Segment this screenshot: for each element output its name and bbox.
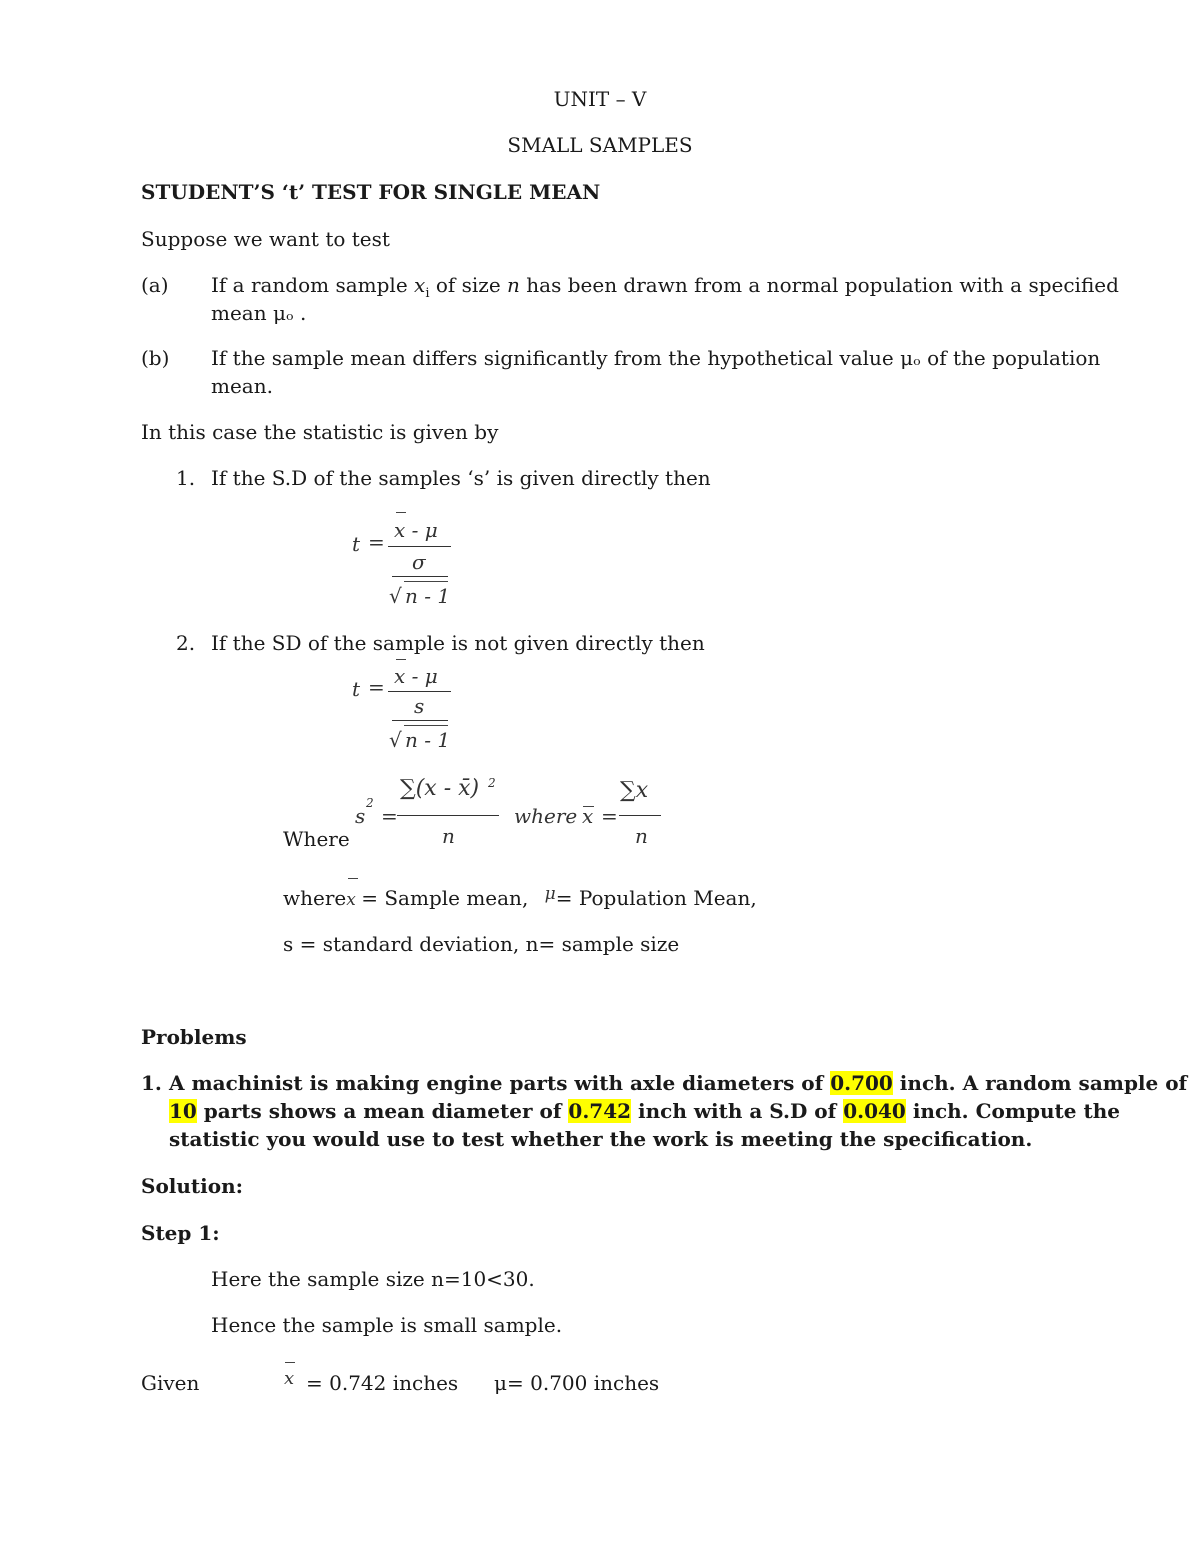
s2-numerator: ∑(x - x̄) — [400, 776, 480, 801]
formula2-fraction-bar — [388, 691, 451, 692]
problem-1-number: 1. — [141, 1071, 162, 1095]
formula1-xbar-overline — [396, 512, 406, 513]
formula1-sqrt-bar — [404, 581, 448, 582]
where-label: Where — [283, 827, 350, 851]
s2-denominator: n — [442, 824, 455, 848]
item-a-line1 — [211, 272, 1119, 307]
formula2-sqrt-icon: √ — [389, 728, 402, 752]
solution-heading: Solution: — [141, 1174, 244, 1198]
given-label: Given — [141, 1371, 200, 1395]
s2-lhs: s — [355, 804, 366, 828]
item-a-text-2: of size — [429, 273, 508, 297]
s2-numerator-exp: 2 — [488, 776, 496, 790]
formula1-inner-bar — [392, 576, 448, 577]
s2-equals: = — [381, 804, 398, 828]
formula2-equals: = — [368, 675, 385, 699]
item-b-line2: mean. — [211, 374, 273, 398]
formula1-sigma: σ — [412, 550, 426, 574]
formula1-sqrt-icon: √ — [389, 584, 402, 608]
s2-lhs-exp: 2 — [366, 796, 374, 810]
xbar-fraction-bar — [619, 815, 661, 816]
definitions-population-mean: = Population Mean, — [555, 886, 757, 910]
item-a-marker: (a) — [141, 273, 169, 297]
where-word: where — [514, 804, 578, 828]
definitions-sample-mean: = Sample mean, — [361, 886, 529, 910]
statistic-intro: In this case the statistic is given by — [141, 420, 499, 444]
formula1-t: t — [352, 532, 361, 556]
step-1-line1: Here the sample size n=10<30. — [211, 1267, 535, 1291]
xbar-equals: = — [601, 804, 618, 828]
problem-1-seg2: inch. A random sample of — [892, 1071, 1188, 1095]
highlight-sd: 0.040 — [843, 1099, 906, 1123]
definitions-where: where — [283, 886, 347, 910]
formula2-t: t — [352, 677, 361, 701]
definitions-xbar-overline — [348, 878, 358, 879]
definitions-mu-symbol: μ — [544, 884, 556, 904]
definitions-line1 — [283, 885, 757, 914]
given-xbar-overline — [285, 1362, 295, 1363]
given-xbar-value: = 0.742 inches — [306, 1371, 459, 1395]
highlight-axle-diameter: 0.700 — [830, 1071, 893, 1095]
problem-1-line3: statistic you would use to test whether the work is meeting the specification. — [169, 1127, 1033, 1151]
item-a-sub-i: i — [425, 286, 430, 301]
formula2-inner-bar — [392, 720, 448, 721]
problem-1-seg1: A machinist is making engine parts with axle diameters of — [169, 1071, 831, 1095]
case-2-text: If the SD of the sample is not given directly then — [211, 631, 705, 655]
formula1-fraction-bar — [388, 546, 451, 547]
formula2-s: s — [414, 694, 425, 718]
xbar-def-lhs: x — [582, 804, 594, 828]
intro-text: Suppose we want to test — [141, 227, 390, 251]
formula1-numerator: x - μ — [394, 518, 438, 542]
case-1-number: 1. — [176, 466, 196, 490]
highlight-mean-diameter: 0.742 — [568, 1099, 632, 1123]
formula2-sqrt-arg: n - 1 — [405, 728, 451, 752]
problem-1-line1 — [169, 1070, 1187, 1097]
xbar-numerator: ∑x — [620, 778, 649, 803]
unit-title: UNIT – V — [553, 87, 647, 111]
problems-heading: Problems — [141, 1025, 247, 1049]
problem-1-seg3: parts shows a mean diameter of — [196, 1099, 569, 1123]
chapter-title: SMALL SAMPLES — [507, 133, 693, 157]
definitions-xbar: x — [346, 890, 356, 910]
s2-fraction-bar — [397, 815, 499, 816]
item-b-line1: If the sample mean differs significantly from the hypothetical value μₒ of the population — [211, 346, 1101, 370]
item-a-text-1: If a random sample — [211, 273, 415, 297]
formula2-numerator: x - μ — [394, 664, 438, 688]
given-mu-value: μ= 0.700 inches — [494, 1371, 660, 1395]
item-b-marker: (b) — [141, 346, 170, 370]
item-a-var-n: n — [507, 273, 520, 297]
definitions-line2: s = standard deviation, n= sample size — [283, 932, 680, 956]
definitions-xbar-symbol — [346, 885, 361, 914]
item-a-line2: mean μₒ . — [211, 301, 307, 325]
case-2-number: 2. — [176, 631, 196, 655]
problem-1-seg4: inch with a S.D of — [631, 1099, 844, 1123]
formula1-sqrt-arg: n - 1 — [405, 584, 451, 608]
formula2-sqrt-bar — [404, 725, 448, 726]
problem-1-seg5: inch. Compute the — [905, 1099, 1120, 1123]
formula2-xbar-overline — [396, 659, 406, 660]
formula1-equals: = — [368, 530, 385, 554]
item-a-text-3: has been drawn from a normal population with a specified — [519, 273, 1119, 297]
step-1-line2: Hence the sample is small sample. — [211, 1313, 563, 1337]
xbar-denominator: n — [635, 824, 648, 848]
section-heading: STUDENT’S ‘t’ TEST FOR SINGLE MEAN — [141, 180, 601, 204]
item-a-var-x: x — [414, 273, 426, 297]
problem-1-line2 — [169, 1098, 1120, 1125]
given-xbar-symbol: x — [284, 1368, 295, 1389]
step-1-heading: Step 1: — [141, 1221, 220, 1245]
highlight-sample-size: 10 — [169, 1099, 197, 1123]
case-1-text: If the S.D of the samples ‘s’ is given directly then — [211, 466, 711, 490]
